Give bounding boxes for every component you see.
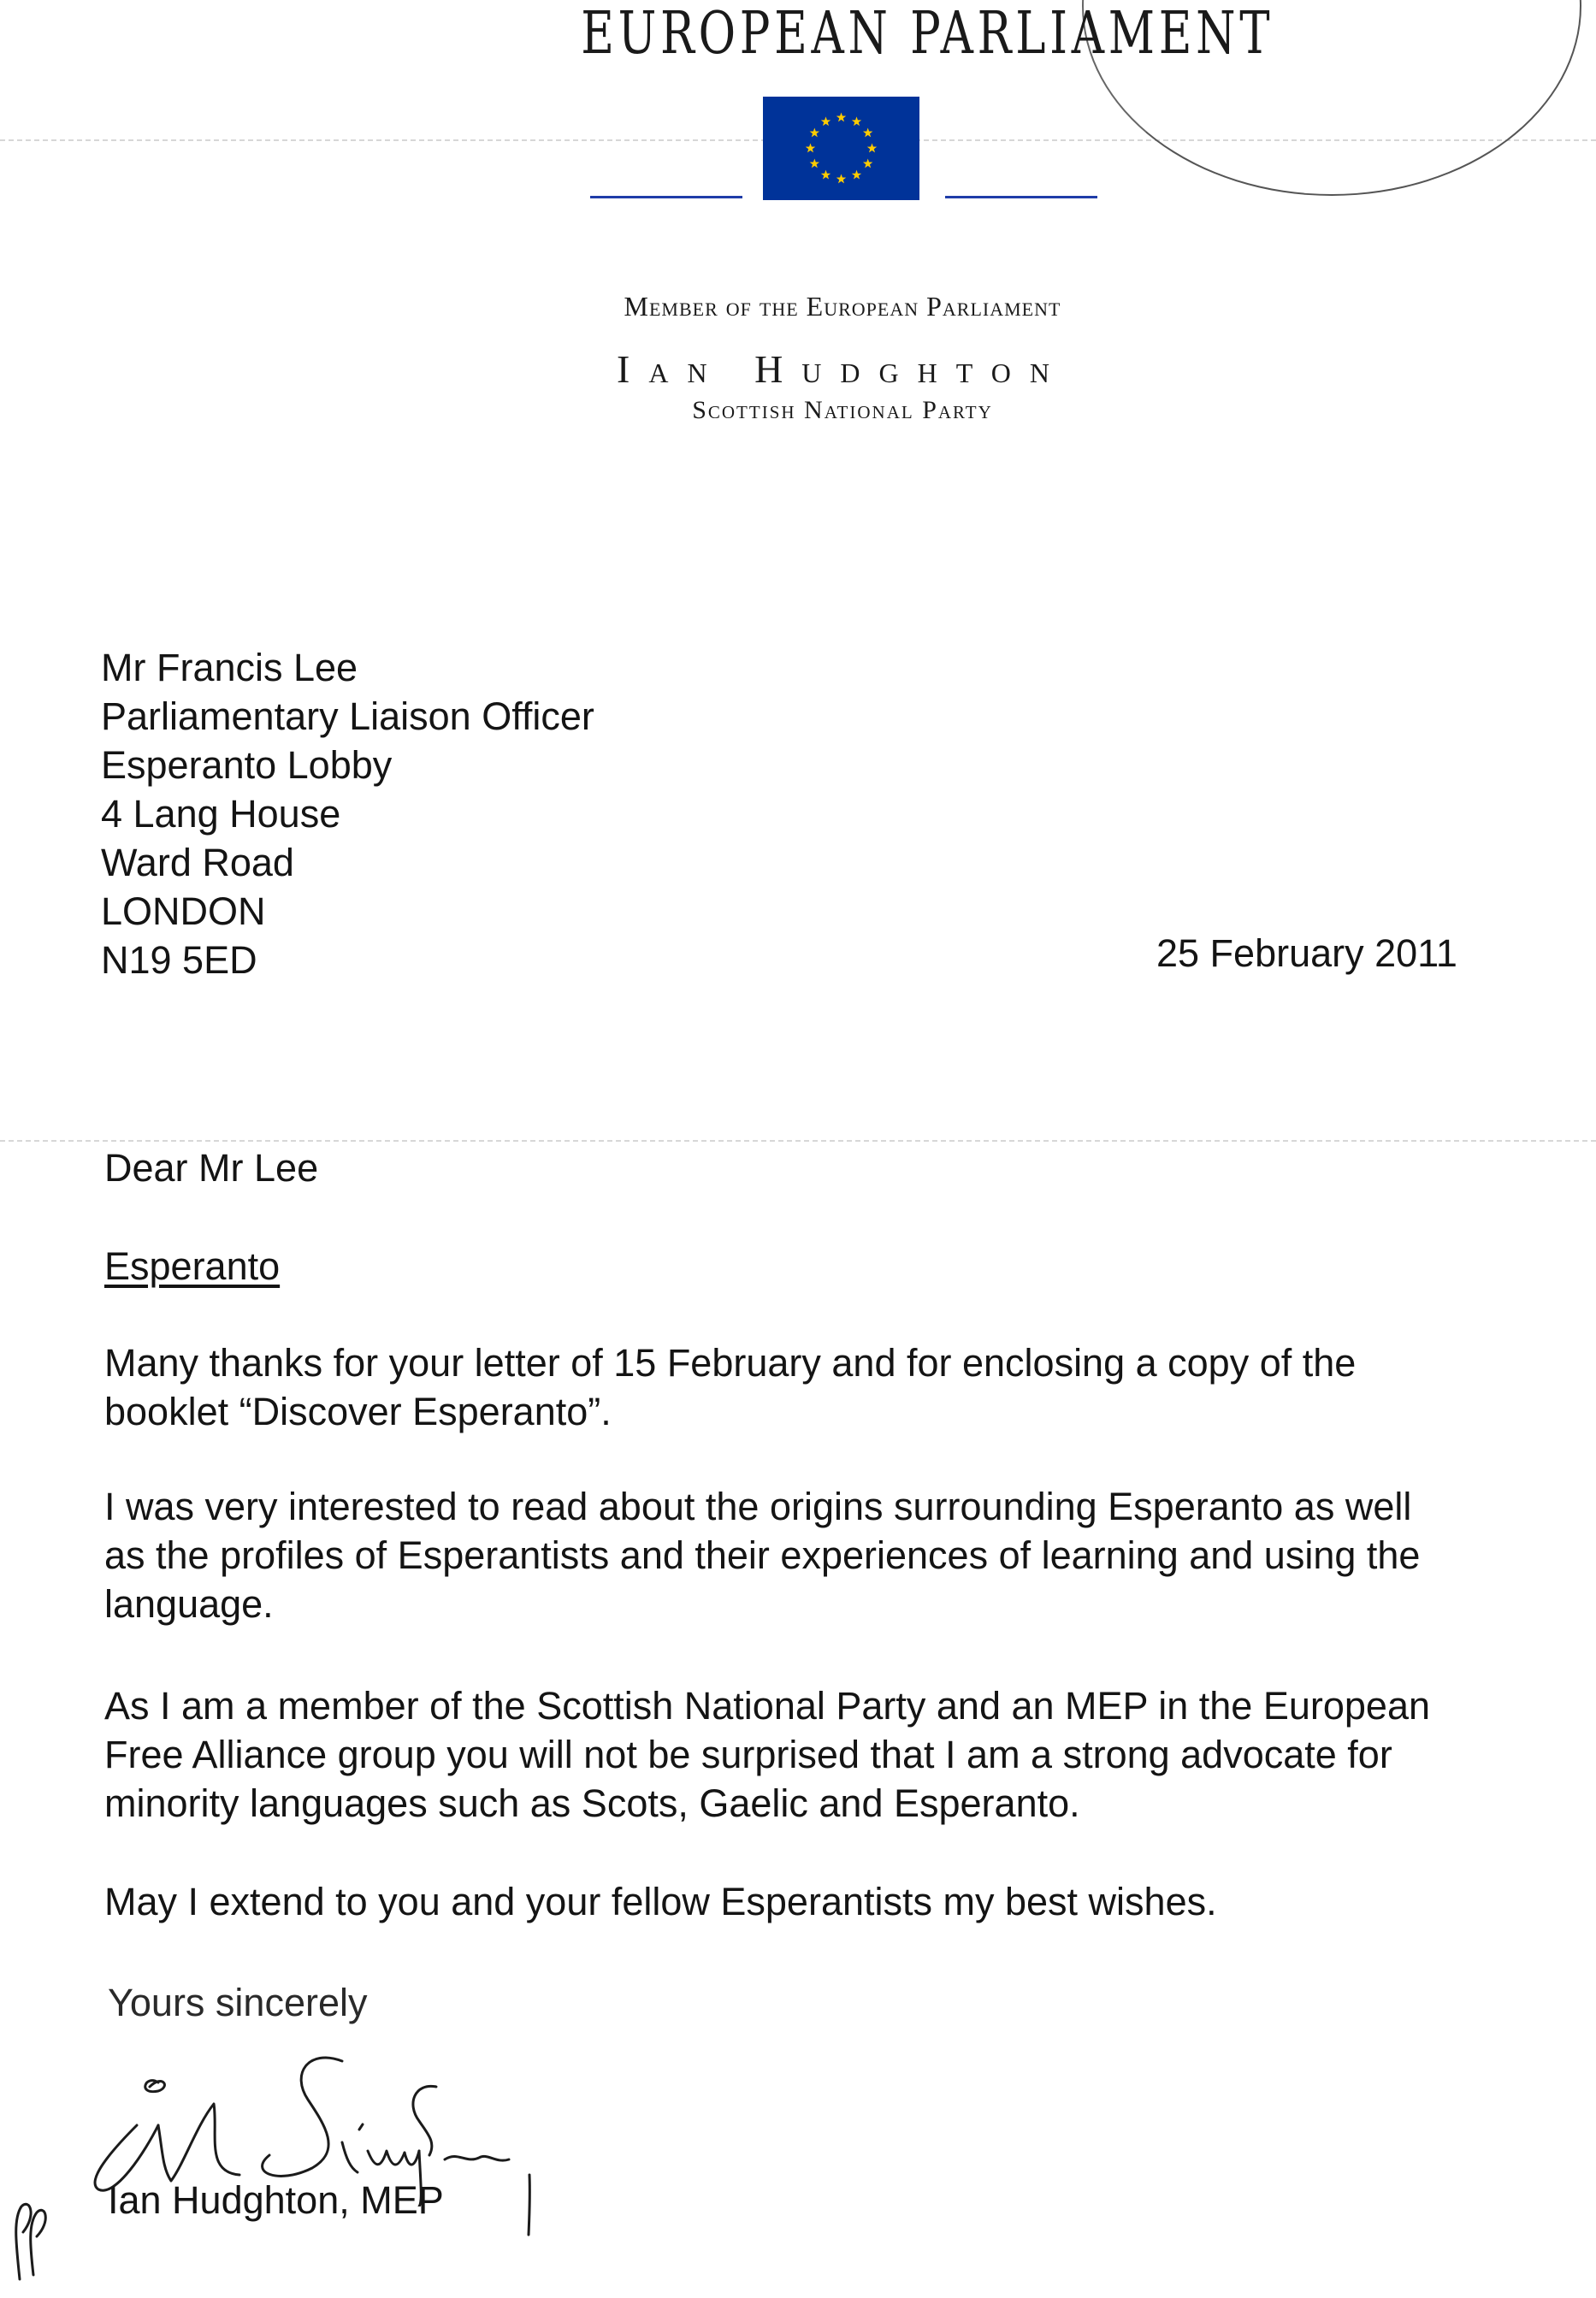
letterhead-institution: EUROPEAN PARLIAMENT: [581, 0, 1274, 68]
letterhead-rule-left: [590, 196, 742, 198]
paragraph-line: minority languages such as Scots, Gaelic and Esperanto.: [104, 1781, 1080, 1825]
closing: Yours sincerely: [108, 1981, 368, 2024]
letterhead-party: Scottish National Party: [692, 396, 993, 424]
paragraph: [104, 1482, 1420, 1628]
paragraph-line: Free Alliance group you will not be surprised that I am a strong advocate for: [104, 1733, 1392, 1776]
paragraph-line: I was very interested to read about the origins surrounding Esperanto as well: [104, 1485, 1412, 1528]
signer-name: Ian Hudghton, MEP: [108, 2178, 444, 2222]
address-line: N19 5ED: [101, 938, 257, 982]
flag-star: [863, 128, 872, 138]
recipient-address: [101, 643, 594, 984]
subject-line: Esperanto: [104, 1244, 281, 1288]
flag-star: [810, 159, 819, 168]
flag-star: [863, 159, 872, 168]
flag-star: [821, 170, 831, 180]
flag-star: [852, 170, 861, 180]
paragraph-line: Many thanks for your letter of 15 February and for enclosing a copy of the: [104, 1341, 1357, 1385]
letter-date: 25 February 2011: [1156, 931, 1457, 975]
eu-flag-icon: [763, 97, 919, 200]
flag-star: [810, 128, 819, 138]
paragraph: [104, 1338, 1356, 1436]
address-line: Mr Francis Lee: [101, 646, 358, 689]
flag-star: [836, 113, 846, 122]
flag-star: [867, 144, 877, 153]
paragraph-line: As I am a member of the Scottish National Party and an MEP in the European: [104, 1684, 1430, 1728]
flag-star: [806, 144, 815, 153]
handwritten-initials: [4, 2185, 56, 2288]
paragraph-line: language.: [104, 1582, 274, 1626]
paragraph: [104, 1877, 1217, 1926]
fold-line-middle: [0, 1140, 1596, 1142]
address-line: Parliamentary Liaison Officer: [101, 694, 594, 738]
signature-tail: [517, 2171, 542, 2239]
address-line: LONDON: [101, 889, 266, 933]
letterhead-rule-right: [945, 196, 1097, 198]
salutation: Dear Mr Lee: [104, 1146, 319, 1190]
paragraph-line: booklet “Discover Esperanto”.: [104, 1390, 612, 1433]
paragraph-line: as the profiles of Esperantists and their experiences of learning and using the: [104, 1533, 1421, 1577]
paragraph-line: May I extend to you and your fellow Esperantists my best wishes.: [104, 1880, 1217, 1923]
flag-star: [836, 174, 846, 184]
paragraph: [104, 1681, 1430, 1828]
letterhead-role: Member of the European Parliament: [624, 291, 1061, 322]
flag-star: [852, 116, 861, 126]
letterhead-name: Ian Hudghton: [617, 347, 1068, 391]
address-line: 4 Lang House: [101, 792, 341, 836]
flag-star: [821, 116, 831, 126]
address-line: Ward Road: [101, 841, 294, 884]
address-line: Esperanto Lobby: [101, 743, 393, 787]
